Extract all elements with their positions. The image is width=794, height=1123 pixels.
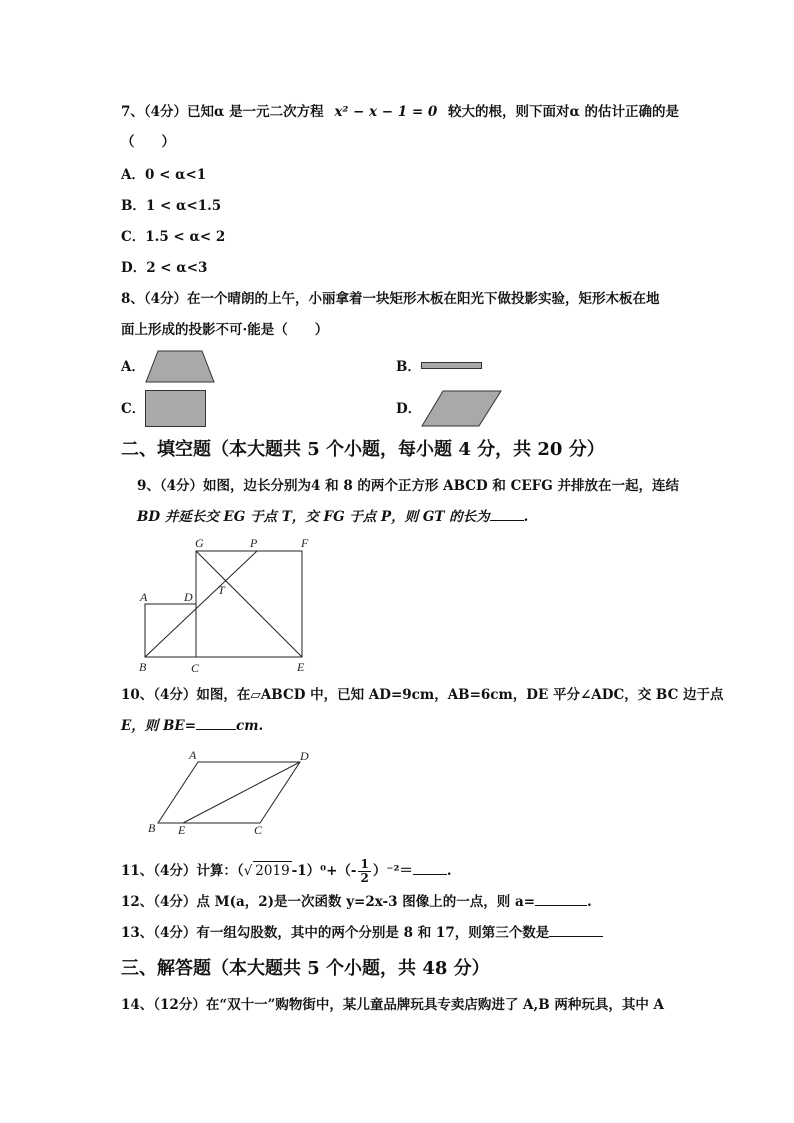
q7-line2: （ ） — [121, 134, 175, 150]
q9-label-t: T — [218, 583, 225, 597]
q10-line2-unit: cm. — [236, 718, 264, 734]
q12-answer-blank[interactable] — [535, 893, 587, 906]
q9-figure — [135, 532, 315, 677]
q7-text-a: 7、（4分）已知α 是一元二次方程 — [121, 104, 324, 120]
q11-denominator: 2 — [360, 871, 369, 885]
q10-line2-text: E，则 BE= — [121, 718, 197, 734]
q7-equation: x² − x − 1 = 0 — [334, 104, 438, 120]
q8-line1: 8、（4分）在一个晴朗的上午，小丽拿着一块矩形木板在阳光下做投影实验，矩形木板在地 — [121, 291, 660, 307]
q12-text: 12、（4分）点 M(a，2)是一次函数 y=2x-3 图像上的一点，则 a= — [121, 894, 536, 910]
q10-label-b: B — [148, 821, 156, 835]
q8-option-d-label: D． — [396, 401, 422, 417]
q11-fraction — [358, 858, 370, 885]
q9-label-g: G — [195, 536, 204, 550]
q11-line: 11、（4分）计算：（√ 2019 -1）⁰+（- $\frac{1}{2}$ ）⁻²＝ . — [121, 857, 452, 885]
q11-end: . — [446, 863, 452, 879]
q9-label-b: B — [139, 660, 147, 674]
q8-option-c-label: C． — [121, 401, 146, 417]
q9-label-f: F — [301, 536, 309, 550]
section3-title: 三、解答题（本大题共 5 个小题，共 48 分） — [121, 958, 490, 979]
q12-end: . — [587, 894, 592, 910]
q9-label-c: C — [191, 661, 200, 675]
q7-option-c: C．1.5 < α< 2 — [121, 229, 226, 245]
q10-parallelogram — [158, 762, 300, 823]
q9-label-d: D — [184, 590, 193, 604]
q9-answer-blank[interactable] — [490, 508, 524, 521]
q11-answer-blank[interactable] — [413, 862, 447, 875]
q13-text: 13、（4分）有一组勾股数，其中的两个分别是 8 和 17，则第三个数是 — [121, 925, 550, 941]
q9-square-abcd — [145, 604, 196, 657]
q7-line1 — [121, 103, 679, 121]
q11-suffix: ）⁻²＝ — [372, 863, 413, 879]
q11-mid: -1）⁰+（- — [291, 863, 357, 879]
q9-line-ge — [196, 551, 302, 657]
q9-line1: 9、（4分）如图，边长分别为4 和 8 的两个正方形 ABCD 和 CEFG 并排放在一起，连结 — [137, 478, 679, 494]
q10-label-e: E — [178, 823, 186, 837]
q10-label-a: A — [189, 748, 197, 762]
q9-line2-text: BD 并延长交 EG 于点 T，交 FG 于点 P，则 GT 的长为 — [137, 509, 490, 525]
q13-answer-blank[interactable] — [549, 924, 603, 937]
q10-figure — [145, 748, 320, 840]
q11-radicand: 2019 — [255, 863, 290, 879]
q13-line — [121, 924, 603, 942]
q8-shape-rectangle — [145, 390, 207, 428]
q11-prefix: 11、（4分）计算：（ — [121, 863, 244, 879]
q11-numerator: 1 — [360, 857, 369, 871]
q12-line — [121, 893, 592, 911]
q9-line2-end: . — [523, 509, 529, 525]
q14-line1: 14、（12分）在“双十一”购物街中，某儿童品牌玩具专卖店购进了 A,B 两种玩具，其中 A — [121, 997, 665, 1013]
q9-label-p: P — [250, 536, 258, 550]
q10-label-c: C — [254, 823, 263, 837]
q10-line1: 10、（4分）如图，在▱ABCD 中，已知 AD=9cm，AB=6cm，DE 平分∠ADC，交 BC 边于点 — [121, 687, 724, 703]
q10-line-de — [183, 762, 300, 823]
q8-line2: 面上形成的投影不可·能是（ ） — [121, 322, 329, 338]
q7-option-d: D．2 < α<3 — [121, 260, 208, 276]
q8-shape-parallelogram — [421, 390, 503, 428]
q7-option-b: B．1 < α<1.5 — [121, 198, 222, 214]
section2-title: 二、填空题（本大题共 5 个小题，每小题 4 分，共 20 分） — [121, 439, 605, 460]
q9-line2 — [137, 508, 528, 526]
q10-answer-blank[interactable] — [196, 717, 236, 730]
q7-text-b: 较大的根，则下面对α 的估计正确的是 — [447, 104, 680, 120]
q9-label-e: E — [297, 660, 305, 674]
q8-shape-trapezoid — [145, 350, 215, 384]
q10-label-d: D — [300, 749, 309, 763]
q8-option-b-label: B． — [396, 359, 421, 375]
q10-line2 — [121, 717, 263, 735]
q8-shape-thin-bar — [421, 362, 483, 370]
q8-option-a-label: A． — [121, 359, 145, 375]
q7-option-a: A．0 < α<1 — [121, 167, 207, 183]
q9-label-a: A — [140, 590, 148, 604]
